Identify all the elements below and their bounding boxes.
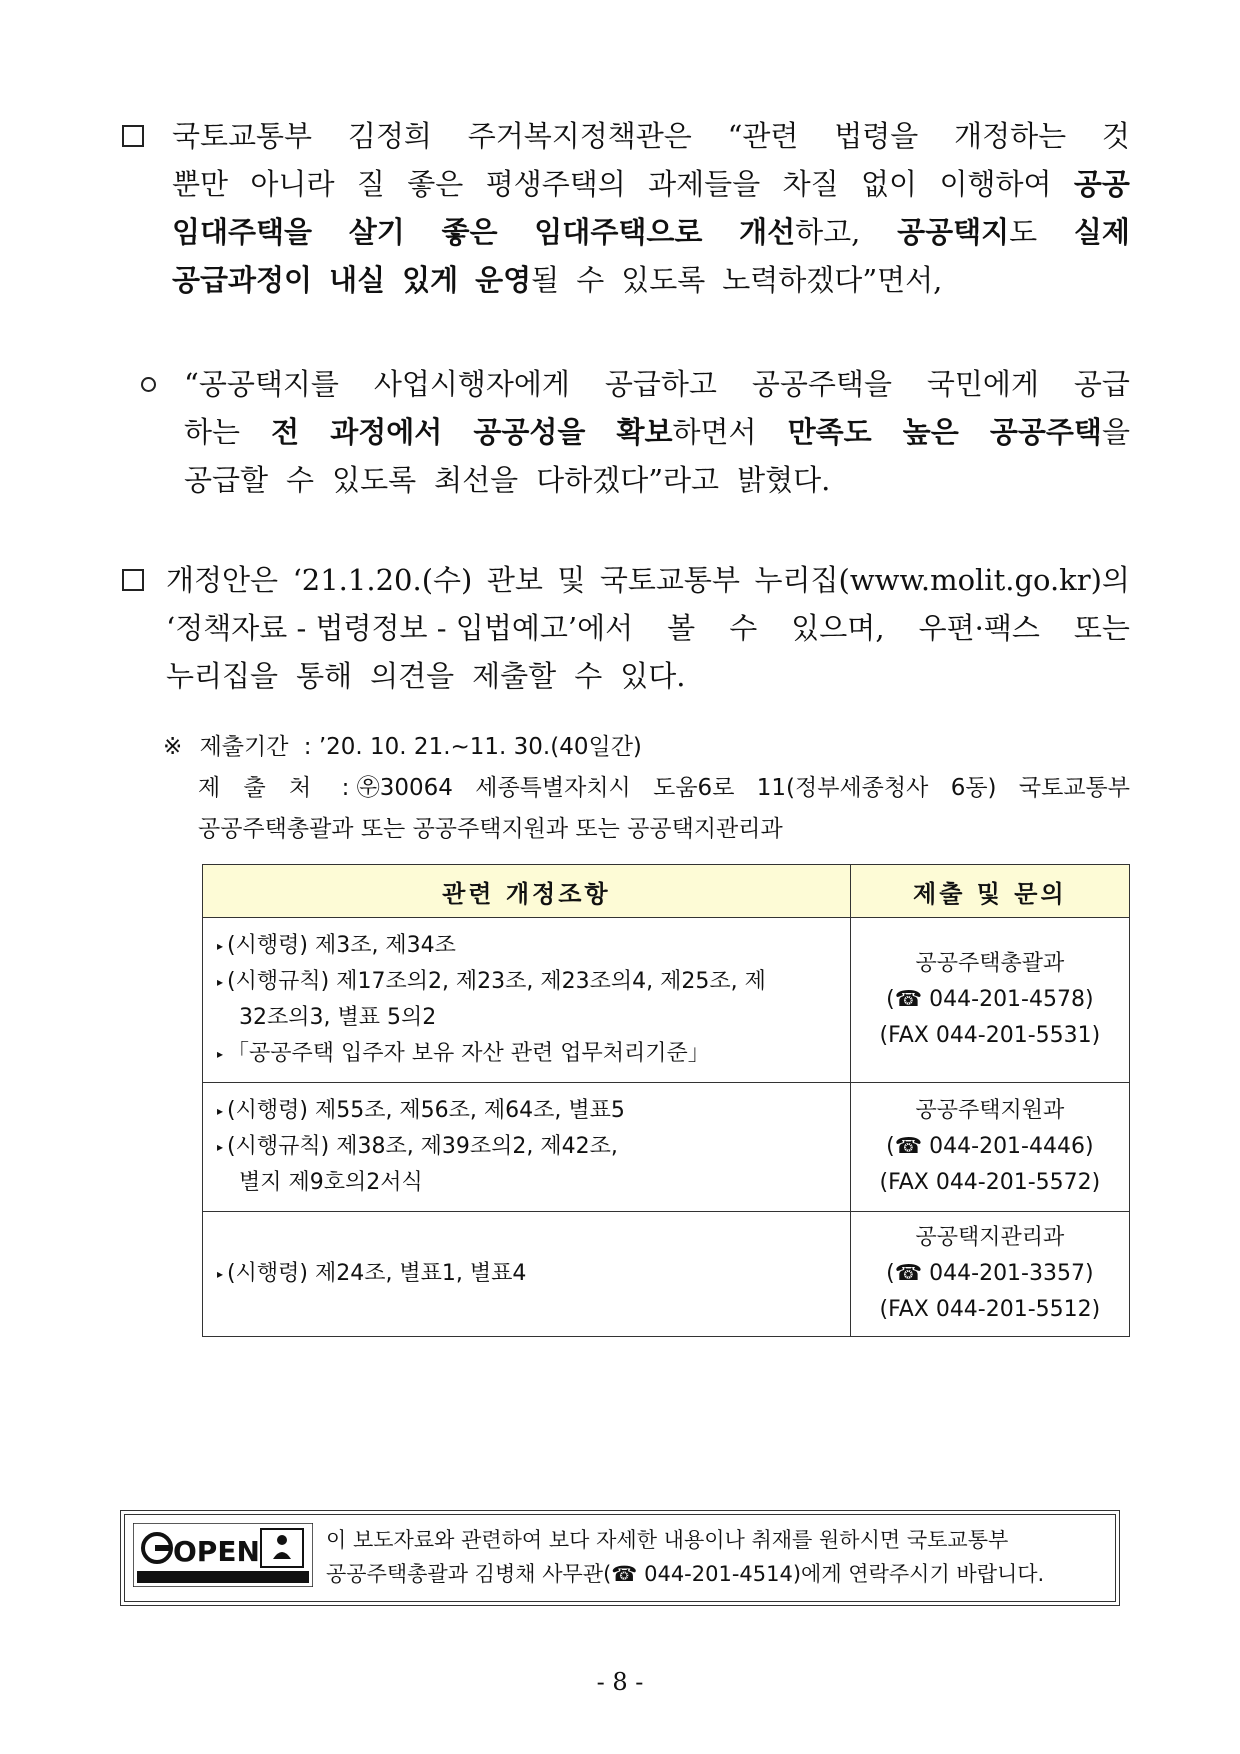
- table-header-row: [203, 865, 1130, 918]
- bold-word: 높은: [902, 415, 959, 449]
- list-item: [217, 1093, 840, 1129]
- word: : ㉾30064: [341, 775, 453, 801]
- contact-cell: [850, 1212, 1129, 1337]
- word: 있다.: [620, 659, 686, 693]
- word: 국토교통부: [172, 119, 313, 153]
- word: 도: [1009, 215, 1038, 249]
- reference-mark: ※: [163, 734, 183, 760]
- phone-number: (☎ 044-201-4578): [886, 987, 1094, 1012]
- item-text: (시행규칙) 제17조의2, 제23조, 제23조의4, 제25조, 제: [227, 969, 766, 994]
- note-destination: [198, 768, 1130, 808]
- bold-word: 임대주택을: [172, 215, 313, 249]
- paragraph-3: [166, 556, 1130, 700]
- triangle-bullet-icon: ▸: [217, 975, 224, 989]
- word: 공급할: [184, 463, 269, 497]
- list-item: [217, 1256, 840, 1292]
- list-item: [217, 964, 840, 1000]
- word: 주거복지정책관은: [467, 119, 692, 153]
- list-item: [217, 1129, 840, 1165]
- list-item: [217, 1036, 840, 1072]
- word: 제출할: [472, 659, 557, 693]
- word: 개정안은: [166, 563, 279, 597]
- p2-line-1: [184, 360, 1130, 408]
- department-name: 공공주택지원과: [915, 1098, 1065, 1123]
- item-text: 32조의3, 별표 5의2: [239, 1005, 437, 1030]
- fax-number: (FAX 044-201-5572): [879, 1170, 1101, 1195]
- word: 국토교통부: [1018, 775, 1130, 801]
- word: 다하겠다”라고: [536, 463, 720, 497]
- header-related-articles: 관련 개정조항: [203, 865, 851, 918]
- word: 노력하겠다”면서,: [722, 263, 943, 297]
- destination-label: 제 출 처: [198, 775, 320, 801]
- word: “공공택지를: [184, 367, 339, 401]
- word: 법령을: [834, 119, 919, 153]
- table-row: [203, 1083, 1130, 1212]
- open-logo-text: OPEN: [173, 1535, 260, 1568]
- list-item: [217, 928, 840, 964]
- contact-cell: [850, 1083, 1129, 1212]
- word: 공급: [1073, 367, 1130, 401]
- note-destination-line2: 공공주택총괄과 또는 공공주택지원과 또는 공공택지관리과: [198, 816, 783, 842]
- word: 없이: [861, 167, 918, 201]
- amendment-contact-table: [202, 864, 1130, 1337]
- word: 최선을: [434, 463, 519, 497]
- articles-cell: [203, 1212, 851, 1337]
- word: 평생주택의: [485, 167, 626, 201]
- bold-word: 만족도: [787, 415, 872, 449]
- phone-number: (☎ 044-201-3357): [886, 1261, 1094, 1286]
- bold-word: 내실: [329, 263, 386, 297]
- bold-word: 임대주택으로: [534, 215, 703, 249]
- word: 뿐만: [172, 167, 229, 201]
- p2-line-2: [184, 408, 1130, 456]
- bold-word: 공급과정이: [172, 263, 313, 297]
- word: 것: [1101, 119, 1130, 153]
- word: 6동): [950, 775, 997, 801]
- fax-number: (FAX 044-201-5531): [879, 1023, 1101, 1048]
- fax-number: (FAX 044-201-5512): [879, 1297, 1101, 1322]
- table-row: [203, 1212, 1130, 1337]
- word: 우편·팩스: [918, 611, 1040, 645]
- header-contact: 제출 및 문의: [850, 865, 1129, 918]
- bold-word: 확보: [616, 415, 673, 449]
- word: 도움6로: [653, 775, 735, 801]
- triangle-bullet-icon: ▸: [217, 1104, 224, 1118]
- word: 국토교통부: [599, 563, 740, 597]
- item-text: 「공공주택 입주자 보유 자산 관련 업무처리기준」: [227, 1041, 710, 1066]
- bold-word: 과정에서: [330, 415, 443, 449]
- word: 아니라: [250, 167, 335, 201]
- list-item-continued: [217, 1000, 840, 1036]
- p3-line-1: [166, 556, 1130, 604]
- word: 이행하여: [939, 167, 1052, 201]
- period-label: 제출기간: [199, 734, 289, 760]
- word: 사업시행자에게: [373, 367, 570, 401]
- word: 국민에게: [926, 367, 1039, 401]
- bold-word: 있게: [402, 263, 459, 297]
- word: 수: [576, 263, 605, 297]
- contact-cell: [850, 918, 1129, 1083]
- bold-word: 실제: [1073, 215, 1130, 249]
- word: 볼: [667, 611, 696, 645]
- word: ‘21.1.20.(수): [292, 563, 473, 597]
- word: 수: [729, 611, 758, 645]
- p2-line-3: [184, 456, 1130, 504]
- p1-line-1: [172, 112, 1130, 160]
- triangle-bullet-icon: ▸: [217, 1047, 224, 1061]
- triangle-bullet-icon: ▸: [217, 939, 224, 953]
- period-value: : ’20. 10. 21.∼11. 30.(40일간): [303, 734, 642, 760]
- item-text: (시행규칙) 제38조, 제39조의2, 제42조,: [227, 1134, 618, 1159]
- word: 11(정부세종청사: [756, 775, 929, 801]
- bold-word: 좋은: [441, 215, 498, 249]
- word: 공공주택을: [751, 367, 892, 401]
- table-row: [203, 918, 1130, 1083]
- bold-word: 살기: [348, 215, 405, 249]
- word: 질: [356, 167, 385, 201]
- page-number: - 8 -: [596, 1668, 644, 1696]
- press-contact-line-2: 공공주택총괄과 김병채 사무관(☎ 044-201-4514)에게 연락주시기 바랍니다.: [326, 1562, 1045, 1586]
- p1-line-3: [172, 208, 1130, 256]
- word: 공급하고: [604, 367, 717, 401]
- word: 누리집을: [166, 659, 279, 693]
- bold-word: 공공주택: [989, 415, 1102, 449]
- word: 하고,: [795, 215, 861, 249]
- bold-word: 공공성을: [473, 415, 586, 449]
- word: 수: [574, 659, 603, 693]
- word: 있도록: [332, 463, 417, 497]
- triangle-bullet-icon: ▸: [217, 1140, 224, 1154]
- word: 수: [286, 463, 315, 497]
- note-period: [163, 727, 642, 767]
- word: 밝혔다.: [737, 463, 831, 497]
- word: 될: [531, 263, 560, 297]
- item-text: (시행령) 제55조, 제56조, 제64조, 별표5: [227, 1098, 625, 1123]
- word: ‘정책자료 - 법령정보 - 입법예고’에서: [166, 611, 634, 645]
- articles-cell: [203, 1083, 851, 1212]
- press-contact-box: [120, 1510, 1120, 1606]
- item-text: (시행령) 제3조, 제34조: [227, 933, 456, 958]
- word: 있도록: [621, 263, 706, 297]
- word: 관보: [486, 563, 543, 597]
- department-name: 공공택지관리과: [915, 1225, 1065, 1250]
- word: 있으며,: [791, 611, 885, 645]
- press-contact-line-1: 이 보도자료와 관련하여 보다 자세한 내용이나 취재를 원하시면 국토교통부: [326, 1528, 1009, 1552]
- bold-word: 공공택지: [897, 215, 1010, 249]
- bold-word: 공공: [1073, 167, 1130, 201]
- word: 의견을: [370, 659, 455, 693]
- word: 및: [557, 563, 586, 597]
- word: 차질: [782, 167, 839, 201]
- open-license-logo-icon: [133, 1523, 313, 1587]
- item-text: (시행령) 제24조, 별표1, 별표4: [227, 1261, 527, 1286]
- item-text: 별지 제9호의2서식: [239, 1170, 423, 1195]
- p1-line-2: [172, 160, 1130, 208]
- word: 좋은: [407, 167, 464, 201]
- list-item-continued: [217, 1165, 840, 1201]
- word: 통해: [296, 659, 353, 693]
- department-name: 공공주택총괄과: [915, 951, 1065, 976]
- bold-word: 개선: [739, 215, 796, 249]
- checkbox-bullet-1: [122, 125, 144, 147]
- p3-line-3: [166, 652, 1130, 700]
- bold-word: 운영: [475, 263, 532, 297]
- word: 누리집(www.molit.go.kr)의: [754, 563, 1130, 597]
- word: 과제들을: [648, 167, 761, 201]
- p1-line-4: [172, 256, 1130, 304]
- word: “관련: [727, 119, 799, 153]
- circle-bullet: [141, 377, 156, 392]
- word: 세종특별자치시: [475, 775, 631, 801]
- bold-word: 전: [271, 415, 300, 449]
- word: 김정희: [347, 119, 432, 153]
- paragraph-2: [184, 360, 1130, 504]
- word: 또는: [1073, 611, 1130, 645]
- triangle-bullet-icon: ▸: [217, 1267, 224, 1281]
- paragraph-1: [172, 112, 1130, 304]
- p3-line-2: [166, 604, 1130, 652]
- phone-number: (☎ 044-201-4446): [886, 1134, 1094, 1159]
- press-contact-text: [326, 1523, 1044, 1591]
- checkbox-bullet-2: [122, 569, 144, 591]
- articles-cell: [203, 918, 851, 1083]
- word: 개정하는: [954, 119, 1067, 153]
- word: 하면서: [672, 415, 757, 449]
- word: 하는: [184, 415, 241, 449]
- word: 을: [1101, 415, 1130, 449]
